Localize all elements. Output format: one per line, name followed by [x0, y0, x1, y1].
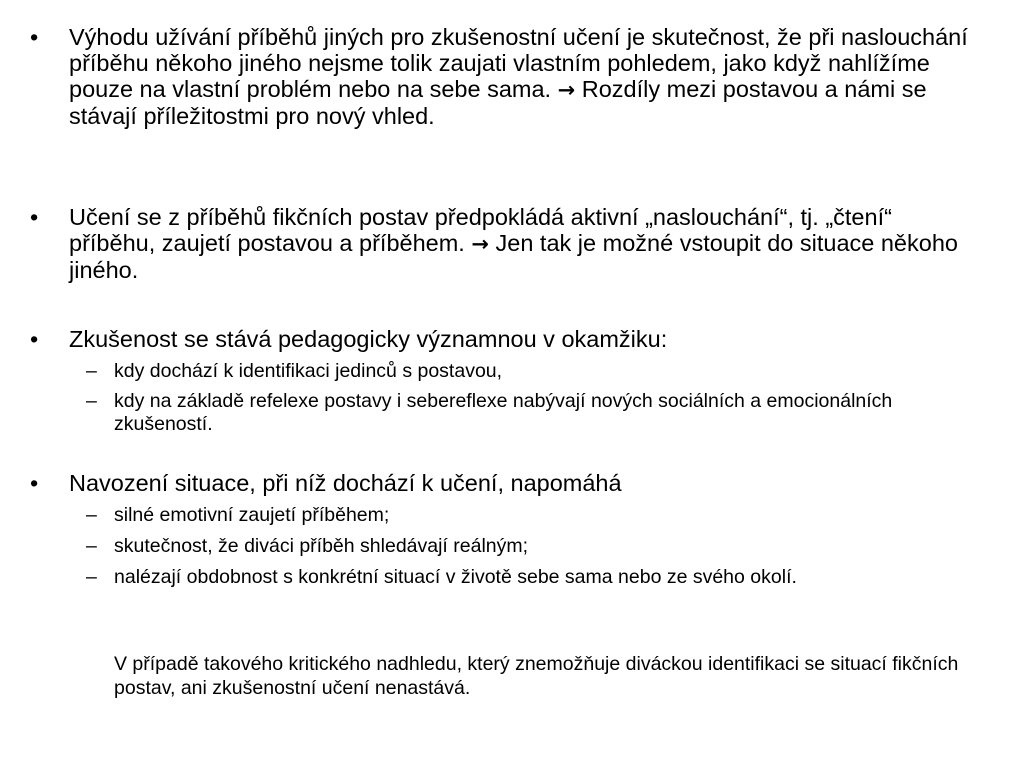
bullet-item-4: [30, 470, 980, 496]
bullet-text-part: Jen tak je možné vstoupit do situace někoho jiného.: [69, 230, 958, 283]
sub-item: [86, 535, 966, 558]
dash-marker: –: [86, 535, 97, 557]
bullet-text-part: Učení se z příběhů fikčních postav předpokládá aktivní „naslouchání“, tj. „čtení“ příběhu, zaujetí postavou a příběhem.: [69, 204, 892, 256]
bullet-item-2: [30, 204, 980, 283]
bullet-text: Zkušenost se stává pedagogicky významnou v okamžiku:: [69, 326, 668, 352]
bullet-text: [69, 24, 980, 129]
sub-item: [86, 504, 966, 527]
bullet-text: Navození situace, při níž dochází k učení, napomáhá: [69, 470, 622, 496]
bullet-item-3: [30, 326, 980, 352]
bullet-text-part: Výhodu užívání příběhů jiných pro zkušenostní učení je skutečnost, že při naslouchání příběhu někoho jiného nejsme tolik zaujati vlastním pohledem, jako když nahlížíme pouze na vlastní problém nebo na sebe sama.: [69, 24, 968, 102]
dash-marker: –: [86, 390, 97, 412]
sub-item-text: kdy dochází k identifikaci jedinců s postavou,: [114, 360, 503, 382]
bullet-text-part: Rozdíly mezi postavou a námi se stávají příležitostmi pro nový vhled.: [69, 76, 927, 129]
bullet-item-1: [30, 24, 980, 129]
bullet-marker: •: [30, 470, 39, 496]
sub-item-text: skutečnost, že diváci příběh shledávají reálným;: [114, 535, 529, 557]
bullet-text: [69, 204, 980, 283]
sub-item-text: kdy na základě refelexe postavy i sebereflexe nabývají nových sociálních a emocionálních zkušeností.: [114, 390, 893, 435]
sub-item-text: nalézají obdobnost s konkrétní situací v životě sebe sama nebo ze svého okolí.: [114, 566, 797, 588]
dash-marker: –: [86, 504, 97, 526]
arrow-right-icon: →: [557, 78, 576, 102]
sub-item: [86, 566, 966, 589]
note-paragraph: V případě takového kritického nadhledu, který znemožňuje diváckou identifikaci se situací fikčních postav, ani zkušenostní učení nenastává.: [114, 653, 959, 699]
sub-item: [86, 390, 966, 436]
sub-item-text: silné emotivní zaujetí příběhem;: [114, 504, 390, 526]
bullet-marker: •: [30, 204, 39, 230]
sub-item: [86, 360, 966, 383]
dash-marker: –: [86, 360, 97, 382]
arrow-right-icon: →: [471, 232, 489, 256]
bullet-marker: •: [30, 326, 39, 352]
dash-marker: –: [86, 566, 97, 588]
bullet-marker: •: [30, 24, 39, 50]
